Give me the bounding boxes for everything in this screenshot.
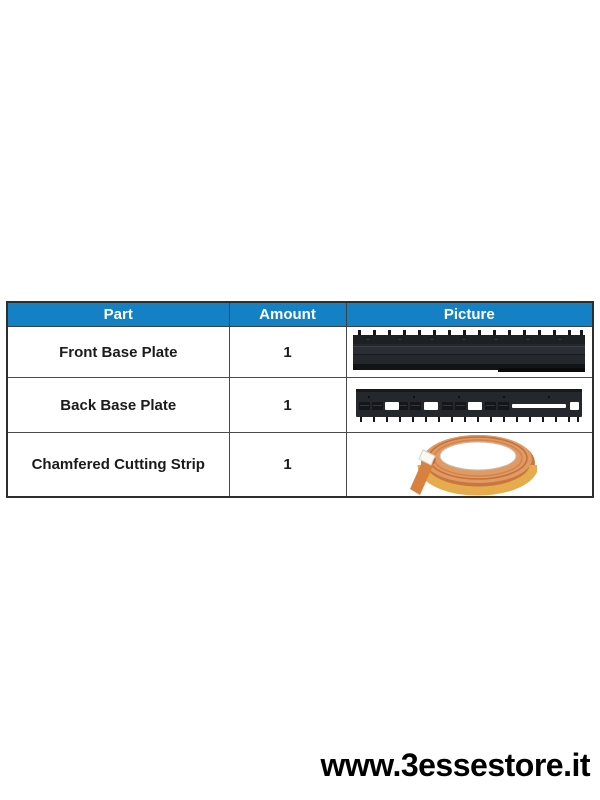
chamfered-cutting-strip-photo [347,433,593,496]
column-header-part: Part [7,302,229,327]
table-row [7,378,593,433]
picture-cell [346,327,593,378]
amount-cell: 1 [229,433,346,498]
parts-table [6,301,594,498]
picture-cell [346,433,593,498]
part-name-cell: Front Base Plate [7,327,229,378]
table-header-row [7,302,593,327]
site-watermark: www.3essestore.it [320,747,590,783]
table-row [7,327,593,378]
front-base-plate-photo [347,330,593,374]
part-name-cell: Back Base Plate [7,378,229,433]
part-name-cell: Chamfered Cutting Strip [7,433,229,498]
picture-cell [346,378,593,433]
column-header-amount: Amount [229,302,346,327]
back-base-plate-photo [347,387,593,423]
column-header-picture: Picture [346,302,593,327]
amount-cell: 1 [229,378,346,433]
amount-cell: 1 [229,327,346,378]
table-row [7,433,593,498]
